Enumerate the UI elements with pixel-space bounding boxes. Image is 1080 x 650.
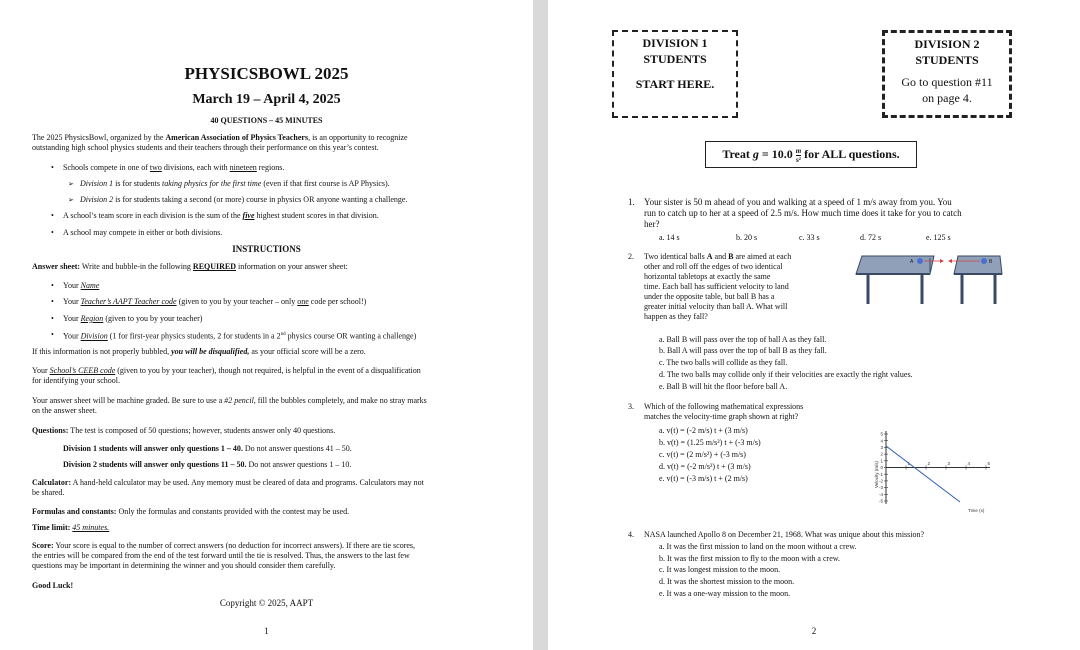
good-luck: Good Luck! bbox=[32, 581, 74, 590]
graph-x-tick-label: 4 bbox=[967, 461, 971, 466]
table-a-top bbox=[856, 256, 934, 274]
page-2 bbox=[548, 0, 1080, 650]
page-number: 2 bbox=[811, 626, 817, 636]
q3-number: 3. bbox=[628, 402, 634, 411]
machine-graded-paragraph: Your answer sheet will be machine graded. Be sure to use a #2 pencil, fill the bubbles completely, and make no stray marks on the answer sheet. bbox=[32, 396, 427, 415]
q1-choice-e: e. 125 s bbox=[926, 233, 951, 242]
velocity-time-graph bbox=[866, 428, 1006, 516]
sub-bullet-division-1: ➢ Division 1 is for students taking physics for the first time (even if that first course is AP Physics). bbox=[80, 179, 390, 189]
calculator-paragraph: Calculator: A hand-held calculator may be used. Any memory must be cleared of data and programs. Calculators may not be shared. bbox=[32, 478, 424, 497]
q1-choice-b: b. 20 s bbox=[736, 233, 758, 242]
ball-b bbox=[981, 258, 987, 264]
ball-b-arrowhead bbox=[948, 259, 952, 263]
division-1-rule: Division 1 students will answer only questions 1 – 40. Do not answer questions 41 – 50. bbox=[63, 444, 352, 453]
time-limit: Time limit: 45 minutes. bbox=[32, 523, 110, 532]
graph-x-ticks bbox=[906, 461, 991, 470]
formulas-paragraph: Formulas and constants: Only the formulas and constants provided with the contest may be used. bbox=[32, 507, 350, 516]
graph-y-tick-label: -4 bbox=[878, 491, 883, 497]
graph-y-tick-label: 0 bbox=[880, 465, 883, 471]
required-region: • Your Region (given to you by your teacher) bbox=[63, 314, 202, 324]
graph-y-tick-label: 5 bbox=[880, 431, 883, 437]
questions-paragraph: Questions: The test is composed of 50 questions; however, students answer only 40 questions. bbox=[32, 426, 336, 435]
sub-bullet-division-2: ➢ Division 2 is for students taking a second (or more) course in physics OR anyone wanting a challenge. bbox=[80, 195, 407, 205]
ball-b-label: B bbox=[989, 259, 993, 265]
q2-stem: Two identical balls A and B are aimed at each other and roll off the edges of two identical horizontal tabletops at exactly the same time. Each ball has sufficient velocity to land under the opposite table, but ball B has a greater initial velocity than ball A. What will happen as they fall? bbox=[644, 252, 792, 321]
q1-choice-d: d. 72 s bbox=[860, 233, 882, 242]
q4-choice-a: a. It was the first mission to land on the moon without a crew. bbox=[659, 542, 857, 551]
q2-number: 2. bbox=[628, 252, 634, 261]
q4-stem: NASA launched Apollo 8 on December 21, 1968. What was unique about this mission? bbox=[644, 530, 925, 539]
q1-choice-a: a. 14 s bbox=[659, 233, 680, 242]
required-teacher-code: • Your Teacher’s AAPT Teacher code (given to you by your teacher – only one code per school!) bbox=[63, 297, 366, 307]
division-1-box: DIVISION 1 STUDENTS START HERE. bbox=[612, 30, 738, 118]
q3-choice-a: a. v(t) = (-2 m/s) t + (3 m/s) bbox=[659, 426, 748, 435]
gravity-note: Treat g = 10.0 $\frac{m}{\text{s²}}$ for ALL questions. bbox=[705, 141, 917, 168]
contest-subtitle: 40 QUESTIONS – 45 MINUTES bbox=[210, 116, 323, 125]
q4-choice-c: c. It was longest mission to the moon. bbox=[659, 565, 781, 574]
graph-y-tick-label: -3 bbox=[878, 485, 883, 491]
copyright: Copyright © 2025, AAPT bbox=[219, 598, 314, 608]
required-division: • Your Division (1 for first-year physics students, 2 for students in a 2nd physics course OR wanting a challenge) bbox=[63, 330, 416, 342]
q3-choice-c: c. v(t) = (2 m/s²) + (-3 m/s) bbox=[659, 450, 746, 459]
division-2-rule: Division 2 students will answer only questions 11 – 50. Do not answer questions 1 – 10. bbox=[63, 460, 352, 469]
q2-choice-a: a. Ball B will pass over the top of ball A as they fall. bbox=[659, 335, 827, 344]
graph-x-label: Time (s) bbox=[968, 508, 985, 513]
graph-y-ticks bbox=[879, 432, 888, 504]
q3-choice-e: e. v(t) = (-3 m/s) t + (2 m/s) bbox=[659, 474, 748, 483]
q1-stem: Your sister is 50 m ahead of you and walking at a speed of 1 m/s away from you. You run to catch up to her at a speed of 2.5 m/s. How much time does it take for you to catch her? bbox=[644, 197, 962, 229]
score-paragraph: Score: Your score is equal to the number of correct answers (no deduction for incorrect answers). If there are tie scores, the entries will be compared from the end of the test forward until the tie is resolved. Thus, the answers to the last few questions may be important in determining the winner and you should consider them carefully. bbox=[32, 541, 416, 570]
graph-x-tick-label: 2 bbox=[927, 461, 931, 466]
q4-choice-e: e. It was a one-way mission to the moon. bbox=[659, 589, 791, 598]
q1-choice-c: c. 33 s bbox=[799, 233, 820, 242]
ball-a bbox=[917, 258, 923, 264]
required-name: • Your Name bbox=[63, 281, 99, 291]
table-b-top bbox=[954, 256, 1002, 274]
ceeb-paragraph: Your School’s CEEB code (given to you by your teacher), though not required, is helpful in the event of a disqualification for identifying your school. bbox=[32, 366, 421, 385]
bullet-either-division: • A school may compete in either or both divisions. bbox=[63, 228, 222, 238]
division-2-box: DIVISION 2 STUDENTS Go to question #11 on page 4. bbox=[882, 30, 1012, 118]
page-1 bbox=[0, 0, 533, 650]
contest-title: PHYSICSBOWL 2025 bbox=[184, 64, 349, 83]
answer-sheet-paragraph: Answer sheet: Write and bubble-in the following REQUIRED information on your answer sheet: bbox=[32, 262, 348, 271]
intro-paragraph: The 2025 PhysicsBowl, organized by the American Association of Physics Teachers, is an opportunity to recognize outstanding high school physics students and their teachers through their performance on this year’s contest. bbox=[32, 133, 408, 152]
page-number: 1 bbox=[264, 626, 269, 636]
graph-y-tick-label: 4 bbox=[880, 438, 883, 444]
q2-choice-b: b. Ball A will pass over the top of ball B as they fall. bbox=[659, 346, 827, 355]
q2-choice-d: d. The two balls may collide only if their velocities are exactly the right values. bbox=[659, 370, 913, 379]
q3-choice-d: d. v(t) = (-2 m/s²) t + (3 m/s) bbox=[659, 462, 751, 471]
disqualification-note: If this information is not properly bubbled, you will be disqualified, as your official score will be a zero. bbox=[32, 347, 366, 356]
contest-dates: March 19 – April 4, 2025 bbox=[192, 92, 341, 107]
graph-y-label: Velocity (m/s) bbox=[874, 460, 879, 488]
graph-y-tick-label: 3 bbox=[880, 445, 883, 450]
two-tables-diagram bbox=[854, 246, 1004, 322]
graph-y-tick-label: 2 bbox=[880, 451, 883, 457]
bullet-divisions: • Schools compete in one of two divisions, each with nineteen regions. bbox=[63, 163, 284, 173]
instructions-heading: INSTRUCTIONS bbox=[232, 244, 301, 254]
graph-x-tick-label: 3 bbox=[947, 461, 951, 466]
q4-choice-b: b. It was the first mission to fly to the moon with a crew. bbox=[659, 554, 841, 563]
graph-y-tick-label: -5 bbox=[878, 498, 883, 504]
q2-choice-e: e. Ball B will hit the floor before ball A. bbox=[659, 382, 788, 391]
ball-a-arrowhead bbox=[940, 259, 944, 263]
q1-number: 1. bbox=[628, 197, 635, 207]
graph-x-tick-label: 5 bbox=[987, 461, 991, 466]
q4-choice-d: d. It was the shortest mission to the moon. bbox=[659, 577, 795, 586]
ball-a-label: A bbox=[910, 259, 914, 265]
q2-choice-c: c. The two balls will collide as they fall. bbox=[659, 358, 788, 367]
gravity-units-fraction: $\frac{m}{\text{s²}}$ bbox=[795, 146, 802, 164]
graph-y-tick-label: 1 bbox=[880, 458, 883, 464]
graph-y-tick-label: -1 bbox=[878, 471, 883, 477]
graph-y-tick-label: -2 bbox=[878, 478, 883, 484]
graph-line bbox=[886, 446, 960, 502]
bullet-team-score: • A school’s team score in each division is the sum of the five highest student scores in that division. bbox=[63, 211, 379, 221]
q4-number: 4. bbox=[628, 530, 634, 539]
q3-choice-b: b. v(t) = (1.25 m/s²) t + (-3 m/s) bbox=[659, 438, 761, 447]
q3-stem: Which of the following mathematical expressions matches the velocity-time graph shown at right? bbox=[644, 402, 804, 421]
